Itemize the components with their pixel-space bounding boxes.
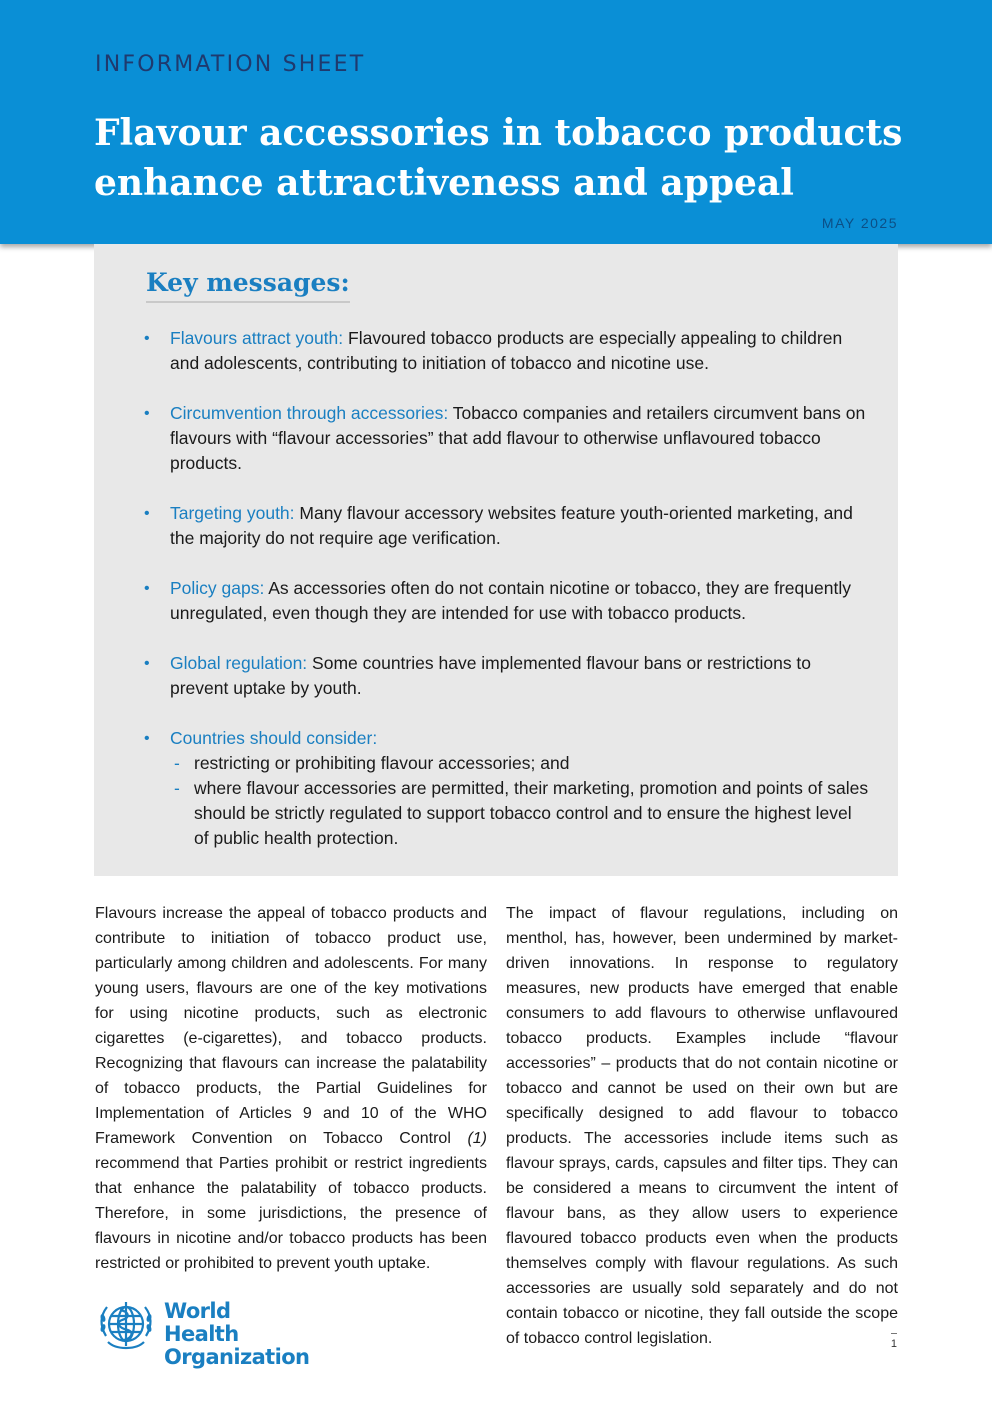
publication-date: MAY 2025	[821, 215, 898, 231]
key-message-text: Flavoured tobacco products are especially appealing to children and adolescents, contributing to initiation of tobacco and nicotine use.	[170, 328, 843, 373]
key-message-text: Many flavour accessory websites feature youth-oriented marketing, and the majority do not require age verification.	[170, 503, 853, 548]
body-column-right	[506, 901, 898, 1351]
reference-link[interactable]: (1)	[467, 1130, 487, 1147]
key-message-item	[144, 576, 870, 626]
dash-icon: -	[174, 753, 180, 773]
body-column-left	[95, 901, 487, 1276]
sub-item-text: restricting or prohibiting flavour accessories; and	[194, 753, 570, 773]
page-number	[891, 1333, 897, 1350]
page-number-rule	[891, 1333, 897, 1334]
key-message-lead: Circumvention through accessories:	[170, 403, 449, 423]
key-message-item	[144, 501, 870, 551]
bullet-icon: •	[144, 505, 150, 522]
key-message-item	[144, 651, 870, 701]
key-message-lead: Countries should consider:	[170, 728, 378, 748]
key-messages-title: Key messages:	[146, 268, 350, 303]
logo-line-1: World Health	[164, 1299, 239, 1346]
key-messages-box	[94, 244, 898, 876]
key-message-lead: Global regulation:	[170, 653, 308, 673]
key-message-lead: Policy gaps:	[170, 578, 265, 598]
sub-item-text: where flavour accessories are permitted, their marketing, promotion and points of sales should be strictly regulated to support tobacco control and to ensure the highest level of public health protection.	[194, 778, 869, 848]
document-type-label: INFORMATION SHEET	[95, 52, 366, 77]
key-message-text: Some countries have implemented flavour bans or restrictions to prevent uptake by youth.	[170, 653, 812, 698]
title-line-1: Flavour accessories in tobacco products	[94, 112, 903, 154]
page-title	[94, 108, 914, 208]
key-message-item	[144, 401, 870, 476]
bullet-icon: •	[144, 580, 150, 597]
logo-wordmark	[164, 1300, 309, 1369]
header-banner	[0, 0, 992, 244]
title-line-2: enhance attractiveness and appeal	[94, 162, 794, 204]
page-number-text: 1	[890, 1338, 897, 1350]
key-message-item	[144, 726, 870, 851]
dash-icon: -	[174, 778, 180, 798]
bullet-icon: •	[144, 405, 150, 422]
key-message-text: As accessories often do not contain nicotine or tobacco, they are frequently unregulated, even though they are intended for use with tobacco products.	[170, 578, 851, 623]
key-message-lead: Targeting youth:	[170, 503, 295, 523]
key-message-text: Tobacco companies and retailers circumvent bans on flavours with “flavour accessories” that add flavour to otherwise unflavoured tobacco products.	[170, 403, 866, 473]
logo-line-2: Organization	[164, 1345, 310, 1369]
body-text: The impact of flavour regulations, including on menthol, has, however, been undermined by market-driven innovations. In response to regulatory measures, new products have emerged that enable consumers to add flavours to otherwise unflavoured tobacco products. Examples include “flavour accessories” – products that do not contain nicotine or tobacco and cannot be used on their own but are specifically designed to add flavour to tobacco products. The accessories include items such as flavour sprays, cards, capsules and filter tips. They can be considered a means to circumvent the intent of flavour bans, as they allow users to experience flavoured tobacco products even when the products themselves comply with flavour regulations. As such accessories are usually sold separately and do not contain tobacco or nicotine, they fall outside the scope of tobacco control legislation.	[506, 905, 898, 1347]
sub-list-item	[170, 751, 870, 776]
who-emblem-icon	[94, 1296, 158, 1356]
who-logo	[94, 1296, 310, 1369]
body-text: Flavours increase the appeal of tobacco products and contribute to initiation of tobacco product use, particularly among children and adolescents. For many young users, flavours are one of the key motivations for using nicotine products, such as electronic cigarettes (e-cigarettes), and tobacco products. Recognizing that flavours can increase the palatability of tobacco products, the Partial Guidelines for Implementation of Articles 9 and 10 of the WHO Framework Convention on Tobacco Control	[95, 905, 487, 1147]
body-text: recommend that Parties prohibit or restrict ingredients that enhance the palatability of tobacco products. Therefore, in some jurisdictions, the presence of flavours in nicotine and/or tobacco products has been restricted or prohibited to prevent youth uptake.	[95, 1155, 487, 1272]
bullet-icon: •	[144, 330, 150, 347]
bullet-icon: •	[144, 730, 150, 747]
sub-list-item	[170, 776, 870, 851]
key-message-lead: Flavours attract youth:	[170, 328, 344, 348]
bullet-icon: •	[144, 655, 150, 672]
key-message-item	[144, 326, 870, 376]
